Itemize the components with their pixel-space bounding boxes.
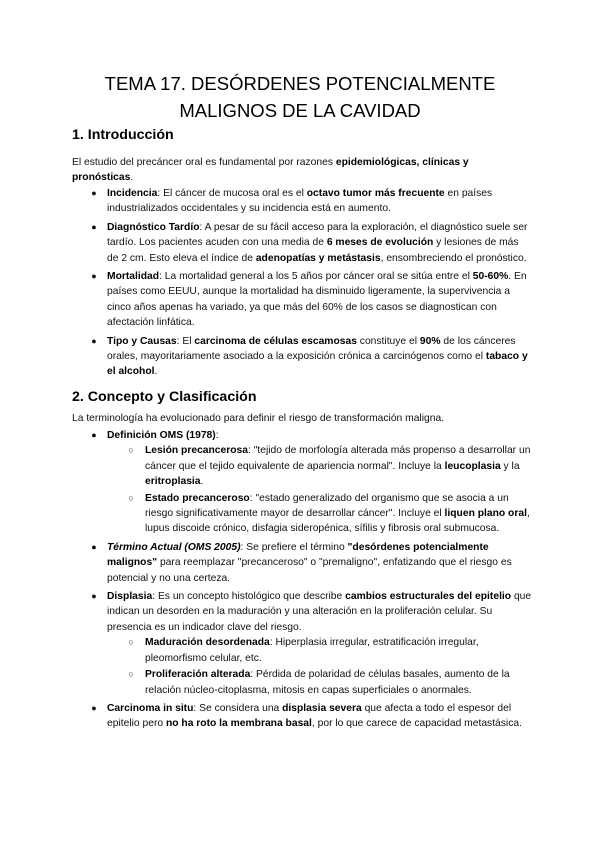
hollow-bullet-icon: ○ [128, 492, 134, 503]
sub-item-lesion-precancerosa: ○ Lesión precancerosa: "tejido de morfología alterada más propenso a desarrollar un cáncer que el tejido equivalente de apariencia normal". Incluye la leucoplasia y la eritroplasia. [107, 443, 532, 489]
sub-item-estado-precanceroso: ○ Estado precanceroso: "estado generalizado del organismo que se asocia a un riesgo significativamente mayor de desarrollar cáncer". Incluye el liquen plano oral, lupus discoide crónico, disfagia sideropénica, sífilis y fibrosis oral submucosa. [107, 491, 532, 537]
bullet-icon: ● [91, 335, 97, 346]
bullet-icon: ● [91, 591, 97, 602]
bullet-icon: ● [91, 430, 97, 440]
section-1-intro: El estudio del precáncer oral es fundamental por razones epidemiológicas, clínicas y pronósticas. [72, 157, 469, 184]
bullet-icon: ● [91, 221, 97, 232]
list-item-incidencia: ● Incidencia: El cáncer de mucosa oral es el octavo tumor más frecuente en países industrializados occidentales y su incidencia está en aumento. [72, 186, 532, 217]
hollow-bullet-icon: ○ [128, 445, 134, 456]
list-item-definicion-oms: ● Definición OMS (1978): ○ Lesión precancerosa: "tejido de morfología alterada más propenso a desarrollar un cáncer que el tejido equivalente de apariencia normal". Incluye la leucoplasia y la eritroplasia. ○ Estado precanceroso: "estado generalizado del organismo que se asocia a un riesgo significativamente mayor de desarrollar cáncer". Incluye el liquen plano oral, lupus discoide crónico, disfagia sideropénica, sífilis y fibrosis oral submucosa. [72, 428, 532, 537]
displasia-sub-list [107, 635, 532, 698]
title-line-1: TEMA 17. DESÓRDENES POTENCIALMENTE [104, 73, 496, 94]
bullet-icon: ● [91, 188, 97, 198]
section-1-list [72, 186, 532, 383]
section-2-list [72, 428, 532, 735]
oms-sub-list [107, 443, 532, 536]
sub-item-proliferacion: ○ Proliferación alterada: Pérdida de polaridad de células basales, aumento de la relación núcleo-citoplasma, mitosis en capas superficiales o anormales. [107, 667, 532, 698]
bullet-icon: ● [91, 541, 97, 552]
list-item-mortalidad: ● Mortalidad: La mortalidad general a los 5 años por cáncer oral se sitúa entre el 50-60%. En países como EEUU, aunque la mortalidad ha disminuido ligeramente, la supervivencia a cinco años apenas ha variado, ya que más del 60% de los casos se diagnostican con afectación linfática. [72, 269, 532, 331]
section-1-heading: 1. Introducción [72, 127, 174, 143]
list-item-displasia: ● Displasia: Es un concepto histológico que describe cambios estructurales del epitelio que indican un desorden en la maduración y una alteración en la proliferación celular. Su presencia es un indicador clave del riesgo. ○ Maduración desordenada: Hiperplasia irregular, estratificación irregular, pleomorfismo celular, etc. ○ Proliferación alterada: Pérdida de polaridad de células basales, aumento de la relación núcleo-citoplasma, mitosis en capas superficiales o anormales. [72, 589, 532, 698]
section-2-intro: La terminología ha evolucionado para definir el riesgo de transformación maligna. [72, 413, 445, 424]
bullet-icon: ● [91, 702, 97, 713]
section-2-heading: 2. Concepto y Clasificación [72, 389, 257, 405]
bullet-icon: ● [91, 271, 97, 282]
list-item-carcinoma-in-situ: ● Carcinoma in situ: Se considera una displasia severa que afecta a todo el espesor del epitelio pero no ha roto la membrana basal, por lo que carece de capacidad metastásica. [72, 701, 532, 732]
list-item-diagnostico: ● Diagnóstico Tardío: A pesar de su fácil acceso para la exploración, el diagnóstico suele ser tardío. Los pacientes acuden con una media de 6 meses de evolución y lesiones de más de 2 cm. Esto eleva el índice de adenopatías y metástasis, ensombreciendo el pronóstico. [72, 220, 532, 266]
sub-item-maduracion: ○ Maduración desordenada: Hiperplasia irregular, estratificación irregular, pleomorfismo celular, etc. [107, 635, 532, 666]
list-item-termino-actual: ● Término Actual (OMS 2005): Se prefiere el término "desórdenes potencialmente malignos" para reemplazar "precanceroso" o "premaligno", enfatizando que el riesgo es potencial y no una certeza. [72, 540, 532, 586]
hollow-bullet-icon: ○ [128, 669, 134, 680]
list-item-tipo-causas: ● Tipo y Causas: El carcinoma de células escamosas constituye el 90% de los cánceres orales, mayoritariamente asociado a la exposición crónica a carcinógenos como el tabaco y el alcohol. [72, 334, 532, 380]
hollow-bullet-icon: ○ [128, 637, 134, 648]
title-line-2: MALIGNOS DE LA CAVIDAD [179, 100, 421, 121]
page-title [60, 70, 540, 124]
